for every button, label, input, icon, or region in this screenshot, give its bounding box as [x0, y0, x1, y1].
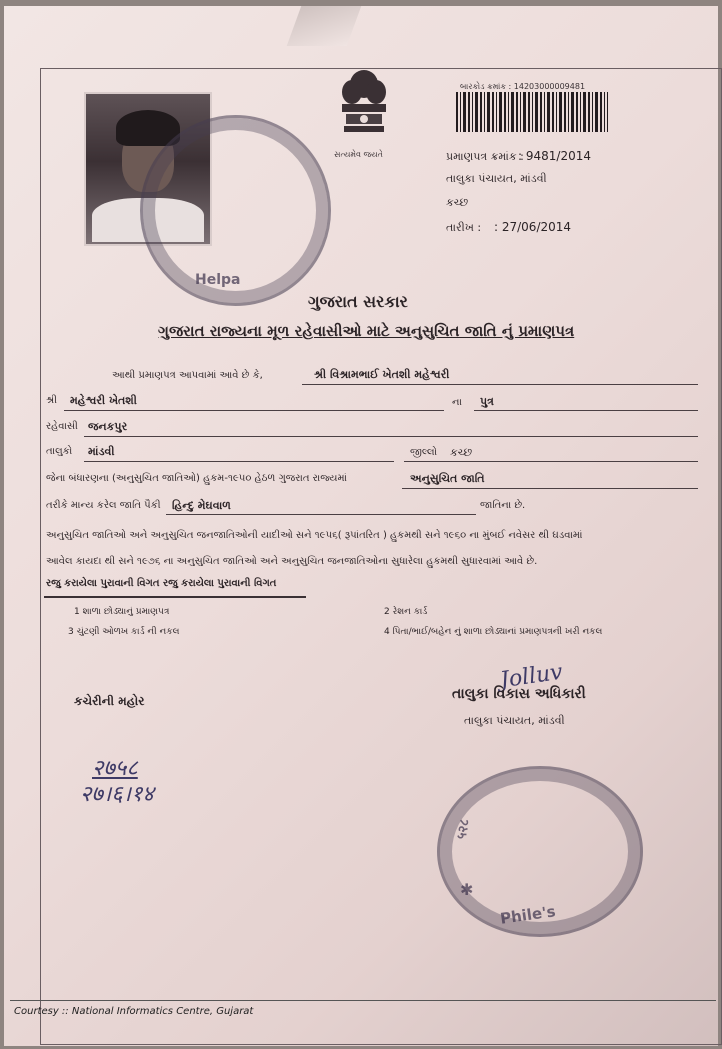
- header-district: કચ્છ: [446, 196, 469, 209]
- seal-text-left: ५२८: [454, 817, 473, 841]
- caste-value: હિન્દુ મેઘવાળ: [172, 499, 231, 512]
- paper-fold: [287, 6, 362, 46]
- state-emblem-icon: [332, 66, 396, 146]
- seal-text-bottom: Phile's: [499, 902, 557, 928]
- caste-suffix: જાતિના છે.: [480, 500, 526, 511]
- officer-signature: Jolluv: [498, 659, 565, 694]
- district-label: જીલ્લો: [410, 447, 438, 458]
- cert-no-value: : 9481/2014: [518, 149, 591, 163]
- intro-label: આથી પ્રમાણપત્ર આપવામાં આવે છે કે,: [112, 370, 263, 381]
- date-label: તારીખ :: [446, 221, 482, 234]
- para-line-1: અનુસુચિત જાતિઓ અને અનુસુચિત જનજાતિઓની યાદીઓ સને ૧૯૫૬( રૂપાંતરિત ) હુકમથી સને ૧૯૬૦ ના મુંબઈ નવેસર થી ઘડવામાં: [46, 530, 583, 541]
- shri-label: શ્રી: [46, 395, 58, 406]
- applicant-name: શ્રી વિશ્રામભાઈ ખેતશી મહેશ્વરી: [314, 368, 450, 381]
- emblem-caption: સત્યમેવ જયતે: [334, 150, 383, 159]
- na-label: ના: [452, 397, 462, 408]
- barcode: [456, 92, 608, 132]
- handwritten-date: २७।६।१४: [80, 782, 154, 807]
- taluka-value: માંડવી: [88, 445, 115, 458]
- certificate-title: ગુજરાત રાજ્યના મૂળ રહેવાસીઓ માટે અનુસુચિત જાતિ નું પ્રમાણપત્ર: [158, 322, 575, 340]
- resident-value: જનકપુર: [88, 420, 128, 433]
- doc-item: 4 પિતા/ભાઈ/બહેન નું શાળા છોડ્યાનાં પ્રમાણપત્રની ખરી નકલ: [384, 627, 603, 637]
- photo-stamp-text: Helpa: [195, 272, 241, 288]
- father-name: મહેશ્વરી ખેતશી: [70, 394, 137, 407]
- officer-title: તાલુકા વિકાસ અધિકારી: [452, 686, 586, 702]
- barcode-number: બારકોડ ક્રમાંક : 14203000009481: [460, 82, 586, 91]
- govt-title: ગુજરાત સરકાર: [308, 292, 408, 311]
- para-line-2: આવેલ કાયદા થી સને ૧૯૭૬ ના અનુસુચિત જાતિઓ અને અનુસુચિત જનજાતિઓના સુધારેલા હુકમથી સુધારવામાં આવે છે.: [46, 556, 538, 567]
- officer-office: તાલુકા પંચાયત, માંડવી: [464, 714, 565, 727]
- district-value: કચ્છ: [450, 446, 473, 459]
- seal-star-icon: ✱: [460, 880, 474, 899]
- footer-divider: [10, 1000, 716, 1001]
- relation-value: પુત્ર: [480, 395, 494, 408]
- doc-item: 1 શાળા છોડ્યાનું પ્રમાણપત્ર: [74, 607, 170, 617]
- caste-label: તરીકે માન્ય કરેલ જાતિ પૈકી: [46, 500, 161, 511]
- date-value: : 27/06/2014: [494, 220, 572, 234]
- handwritten-number: २७५८: [92, 756, 138, 781]
- doc-item: 3 ચુંટણી ઓળખ કાર્ડ ની નકલ: [68, 627, 180, 637]
- docs-heading: રજુ કરાયેલા પુરાવાની વિગત રજુ કરાયેલા પુરાવાની વિગત: [46, 578, 277, 589]
- header-office: તાલુકા પંચાયત, માંડવી: [446, 172, 547, 185]
- cert-no-label: પ્રમાણપત્ર ક્રમાંક :: [446, 150, 524, 163]
- footer-courtesy: Courtesy :: National Informatics Centre, Gujarat: [14, 1006, 254, 1017]
- order-text: જેના બંધારણના (અનુસુચિત જાતિઓ) હુકમ-૧૯૫૦ હેઠળ ગુજરાત રાજ્યમાં: [46, 473, 347, 484]
- resident-label: રહેવાસી: [46, 421, 78, 432]
- doc-item: 2 રેશન કાર્ડ: [384, 607, 428, 617]
- office-seal-label: કચેરીની મહોર: [74, 694, 145, 708]
- taluka-label: તાલુકો: [46, 446, 73, 457]
- order-value: અનુસુચિત જાતિ: [410, 472, 485, 485]
